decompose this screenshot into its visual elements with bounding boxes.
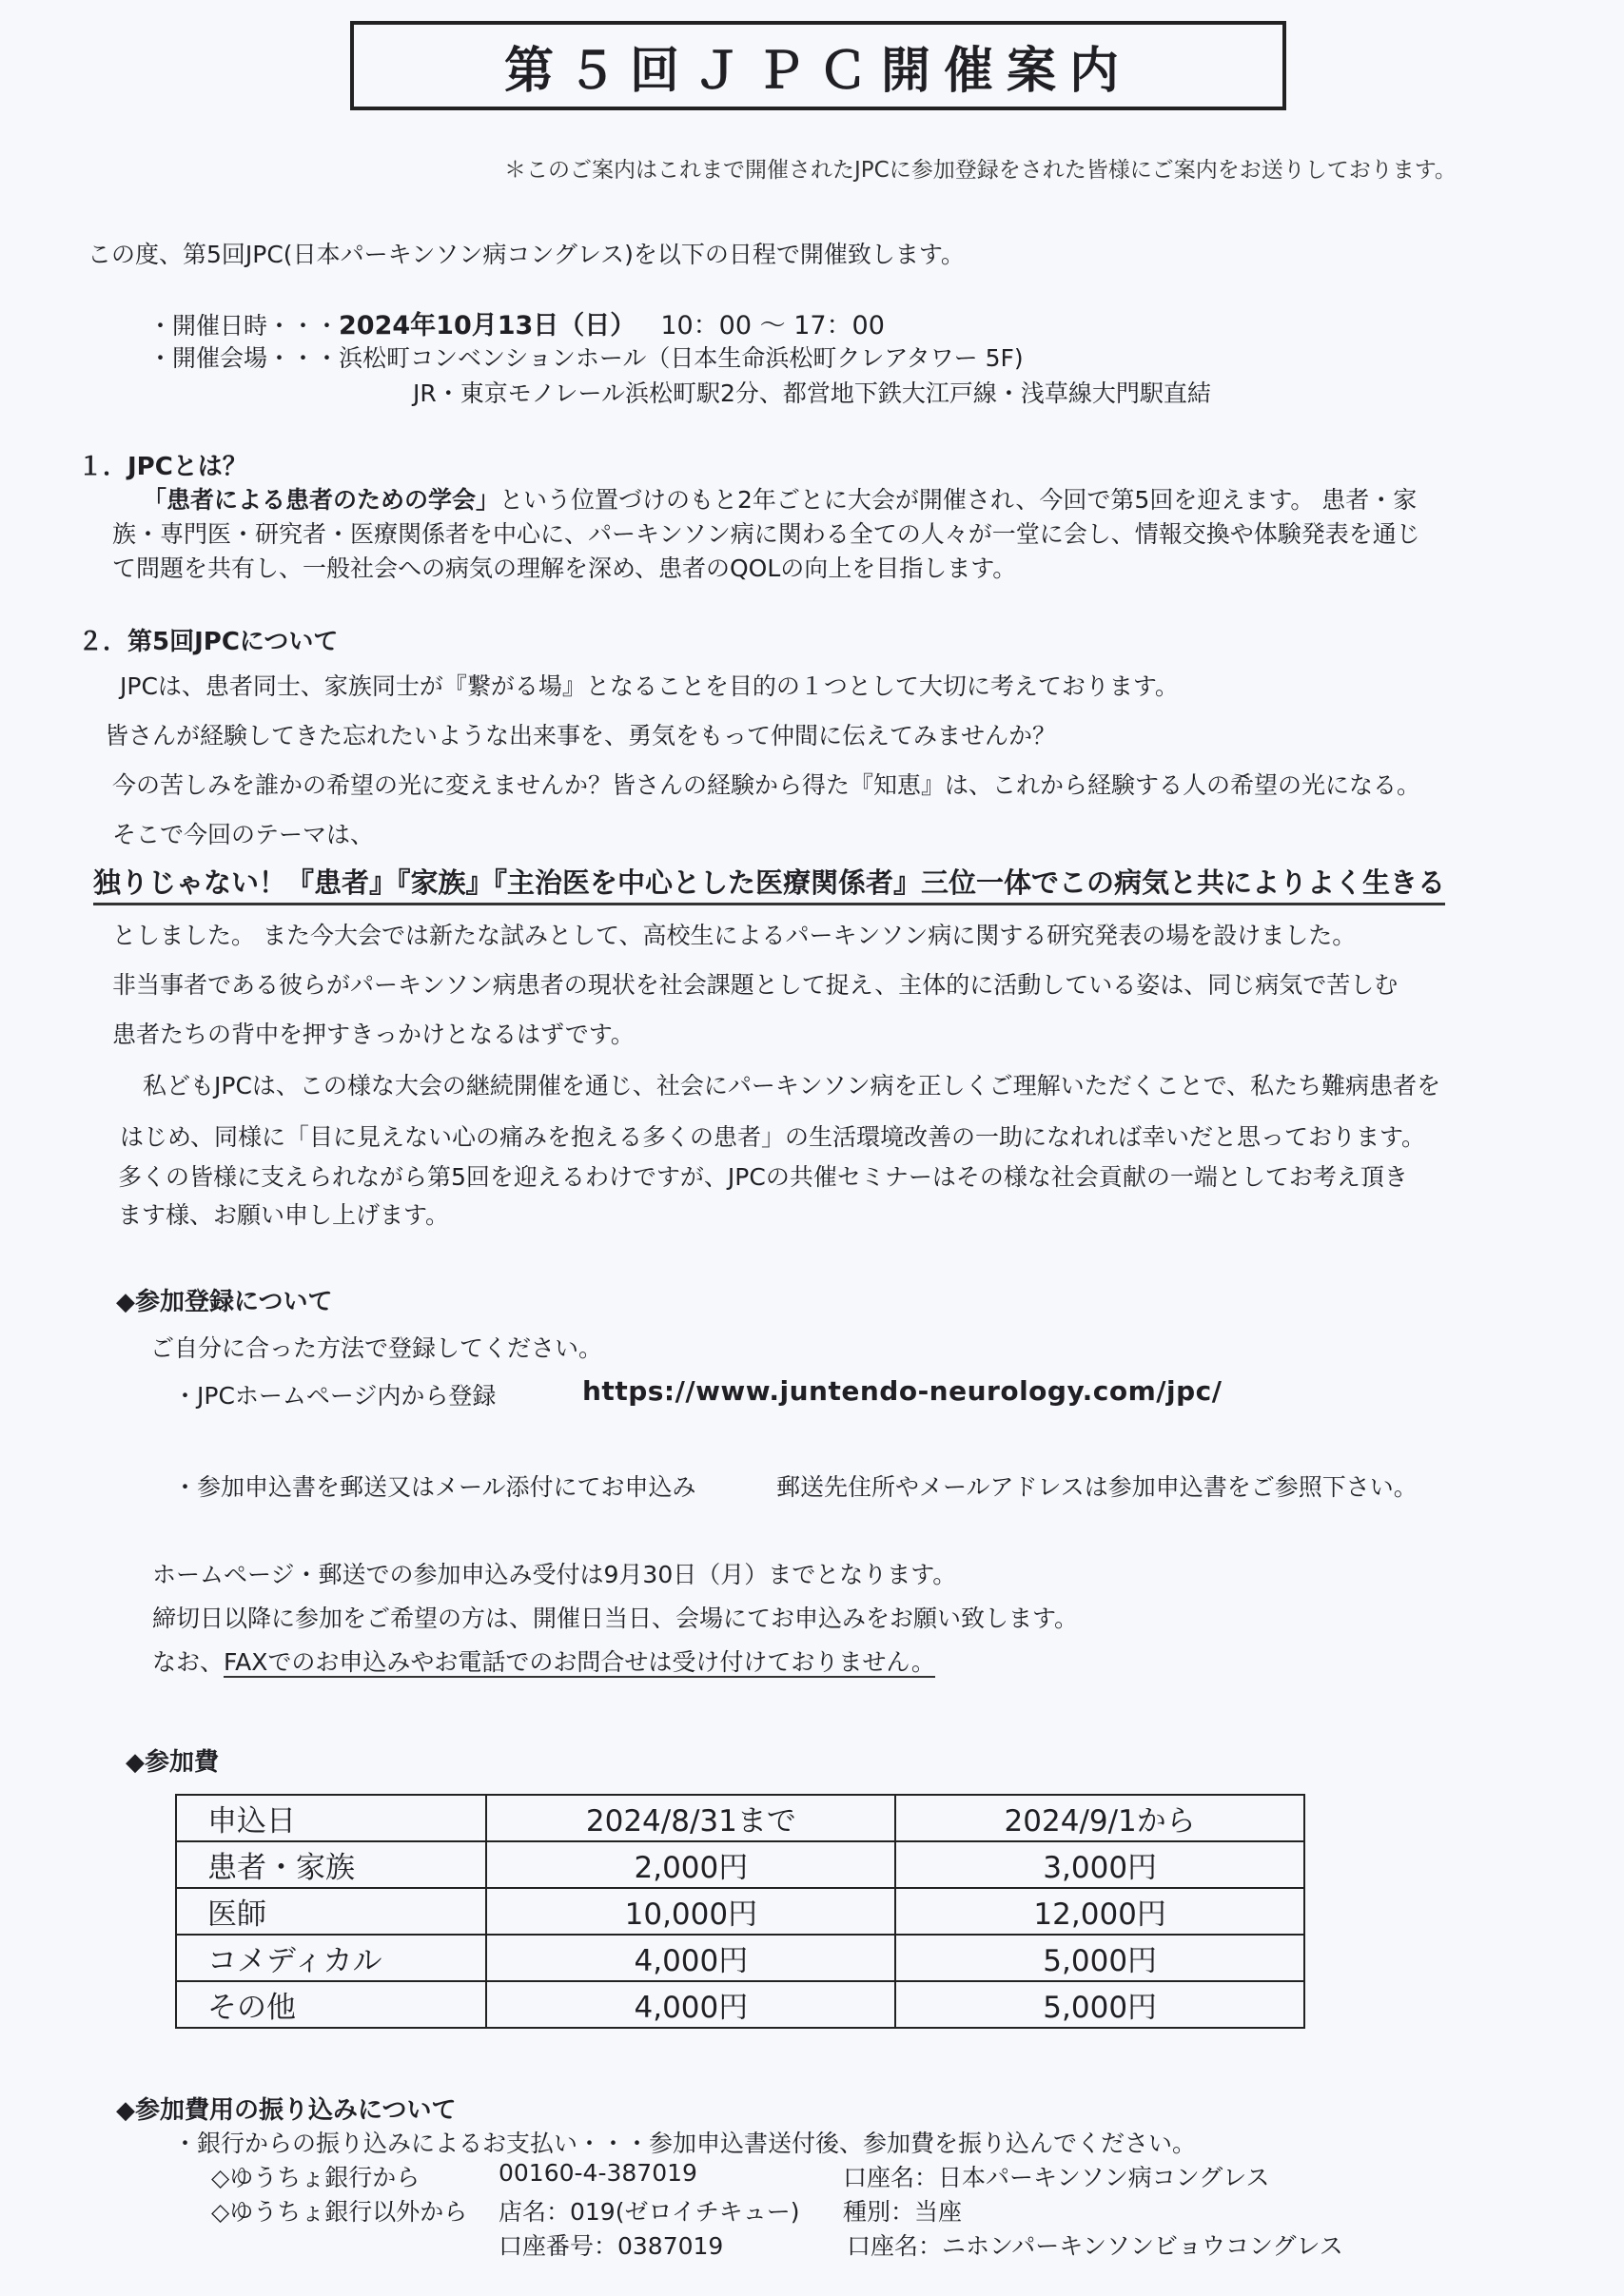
table-cell-late-fee: 3,000円 [895, 1841, 1304, 1888]
table-row [176, 1841, 1304, 1888]
yucho-account-name: 口座名：日本パーキンソン病コングレス [843, 2164, 1270, 2191]
section2-line: 今の苦しみを誰かの希望の光に変えませんか？皆さんの経験から得た『知恵』は、これから経験する人の希望の光になる。 [112, 771, 1421, 799]
table-header-row [176, 1795, 1304, 1841]
payment-heading: ◆参加費用の振り込みについて [116, 2096, 457, 2125]
yucho-label: ◇ゆうちょ銀行から [211, 2164, 421, 2191]
table-cell-category: コメディカル [176, 1935, 486, 1981]
no-fax-prefix: なお、 [152, 1648, 225, 1676]
section1-line1-rest: という位置づけのもと2年ごとに大会が開催され、今回で第5回を迎えます。 患者・家 [499, 486, 1418, 514]
section1-line3: て問題を共有し、一般社会への病気の理解を深め、患者のQOLの向上を目指します。 [112, 555, 1017, 582]
table-cell-early-fee: 4,000円 [486, 1935, 895, 1981]
table-cell-early-fee: 10,000円 [486, 1888, 895, 1935]
table-header-cell: 申込日 [176, 1795, 486, 1841]
event-venue: ・開催会場・・・浜松町コンベンションホール（日本生命浜松町クレアタワー 5F) [148, 344, 1024, 372]
registration-heading: ◆参加登録について [116, 1288, 333, 1316]
registration-no-fax [152, 1644, 935, 1678]
table-cell-early-fee: 2,000円 [486, 1841, 895, 1888]
notice-text: ＊このご案内はこれまで開催されたJPCに参加登録をされた皆様にご案内をお送りしております。 [504, 158, 1457, 183]
section2-after-line: はじめ、同様に「目に見えない心の痛みを抱える多くの患者」の生活環境改善の一助になれれば幸いだと思っております。 [120, 1123, 1426, 1151]
section2-line: そこで今回のテーマは、 [112, 821, 375, 848]
account-type: 種別：当座 [843, 2198, 963, 2226]
no-fax-text: FAXでのお申込みやお電話でのお問合せは受け付けておりません。 [224, 1648, 935, 1676]
registration-mail-note: 郵送先住所やメールアドレスは参加申込書をご参照下さい。 [776, 1473, 1418, 1501]
table-row [176, 1888, 1304, 1935]
section2-line: 皆さんが経験してきた忘れたいような出来事を、勇気をもって仲間に伝えてみませんか？ [105, 722, 1057, 749]
yucho-account: 00160-4-387019 [499, 2159, 697, 2187]
title-box [350, 21, 1286, 110]
event-access: JR・東京モノレール浜松町駅2分、都営地下鉄大江戸線・浅草線大門駅直結 [413, 379, 1211, 407]
table-row [176, 1935, 1304, 1981]
event-date: 2024年10月13日（日） [339, 311, 636, 341]
registration-url-link[interactable]: https://www.juntendo-neurology.com/jpc/ [582, 1375, 1223, 1407]
table-cell-late-fee: 12,000円 [895, 1888, 1304, 1935]
table-cell-category: 患者・家族 [176, 1841, 486, 1888]
registration-lead: ご自分に合った方法で登録してください。 [150, 1334, 603, 1362]
section1-line1 [143, 481, 1417, 516]
registration-late-note: 締切日以降に参加をご希望の方は、開催日当日、会場にてお申込みをお願い致します。 [152, 1605, 1079, 1632]
theme-text: 独りじゃない！『患者』『家族』『主治医を中心とした医療関係者』三位一体でこの病気と共によりよく生きる [93, 862, 1445, 905]
section1-line2: 族・専門医・研究者・医療関係者を中心に、パーキンソン病に関わる全ての人々が一堂に会し、情報交換や体験発表を通じ [112, 520, 1420, 548]
section2-after-line: 多くの皆様に支えられながら第5回を迎えるわけですが、JPCの共催セミナーはその様な社会貢献の一端としてお考え頂き [118, 1163, 1408, 1191]
section2-after-line: 私どもJPCは、この様な大会の継続開催を通じ、社会にパーキンソン病を正しくご理解いただくことで、私たち難病患者を [143, 1072, 1441, 1099]
table-row [176, 1981, 1304, 2028]
table-header-cell: 2024/8/31まで [486, 1795, 895, 1841]
fees-heading: ◆参加費 [126, 1748, 219, 1777]
registration-web-label: ・JPCホームページ内から登録 [173, 1382, 497, 1410]
intro-text: この度、第5回JPC(日本パーキンソン病コングレス)を以下の日程で開催致します。 [88, 241, 965, 268]
section1-bold-lead: 「患者による患者のための学会」 [143, 486, 500, 514]
section2-heading: ２．第5回JPCについて [78, 628, 339, 656]
registration-deadline: ホームページ・郵送での参加申込み受付は9月30日（月）までとなります。 [152, 1561, 957, 1588]
event-time: 10：00 ～ 17：00 [660, 311, 885, 341]
account-number: 口座番号：0387019 [499, 2232, 724, 2260]
event-date-line [148, 304, 885, 341]
page-title: 第５回ＪＰＣ開催案内 [503, 42, 1132, 100]
account-kana-name: 口座名：ニホンパーキンソンビョウコングレス [847, 2232, 1343, 2260]
table-cell-category: 医師 [176, 1888, 486, 1935]
branch-name: 店名：019(ゼロイチキュー) [499, 2198, 800, 2226]
section2-line: JPCは、患者同士、家族同士が『繋がる場』となることを目的の１つとして大切に考えております。 [120, 672, 1179, 700]
table-header-cell: 2024/9/1から [895, 1795, 1304, 1841]
event-date-label: ・開催日時・・・ [148, 312, 340, 340]
table-cell-late-fee: 5,000円 [895, 1935, 1304, 1981]
table-cell-category: その他 [176, 1981, 486, 2028]
section1-heading: １．JPCとは？ [78, 453, 247, 481]
fee-table [175, 1794, 1305, 2029]
registration-mail-label: ・参加申込書を郵送又はメール添付にてお申込み [173, 1473, 696, 1501]
section2-after-line: ます様、お願い申し上げます。 [118, 1201, 450, 1229]
section2-after-line: 非当事者である彼らがパーキンソン病患者の現状を社会課題として捉え、主体的に活動している姿は、同じ病気で苦しむ [112, 971, 1399, 999]
table-cell-late-fee: 5,000円 [895, 1981, 1304, 2028]
payment-lead: ・銀行からの振り込みによるお支払い・・・参加申込書送付後、参加費を振り込んでください。 [173, 2130, 1197, 2157]
section2-after-line: 患者たちの背中を押すきっかけとなるはずです。 [112, 1021, 635, 1048]
table-cell-early-fee: 4,000円 [486, 1981, 895, 2028]
section2-after-line: としました。 また今大会では新たな試みとして、高校生によるパーキンソン病に関する研究発表の場を設けました。 [112, 922, 1357, 949]
other-bank-label: ◇ゆうちょ銀行以外から [211, 2198, 468, 2226]
